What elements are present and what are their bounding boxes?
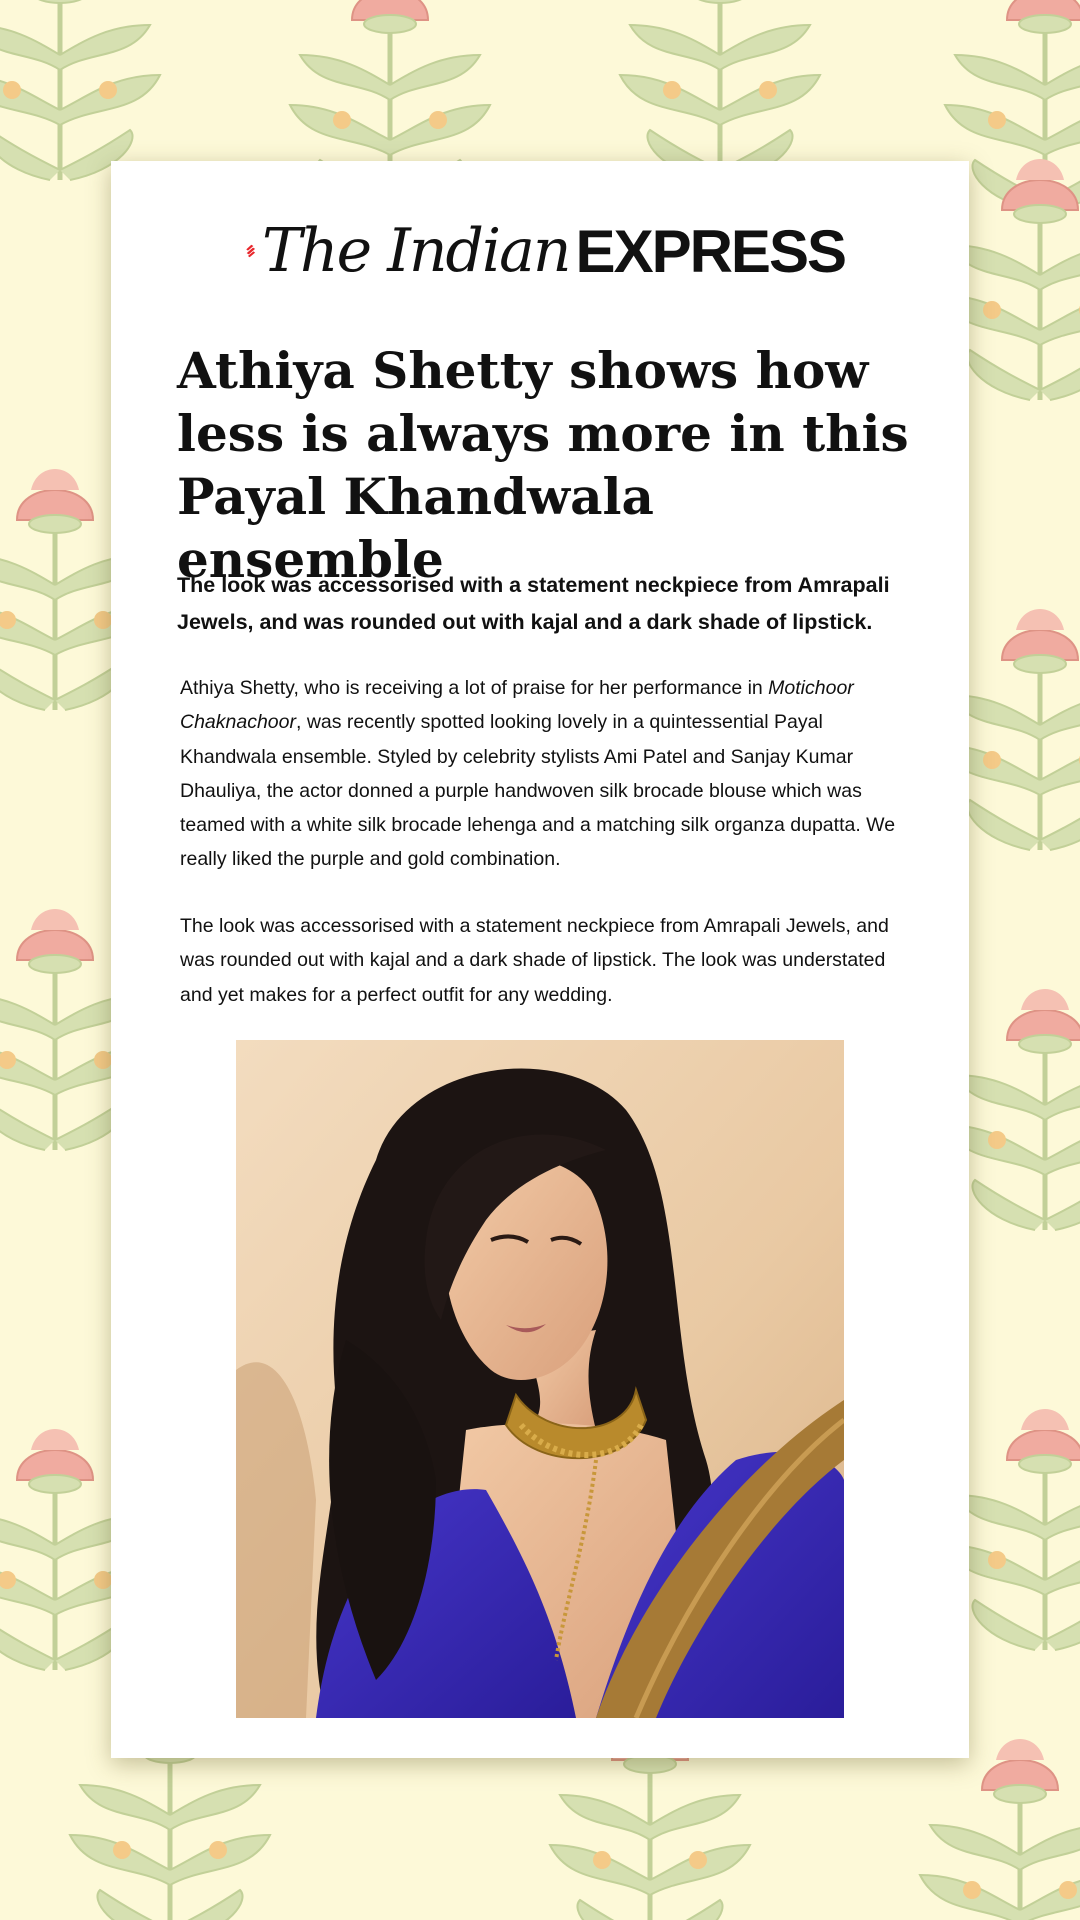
logo-text-the-indian: The Indian (261, 216, 570, 286)
paragraph-1-lead: Athiya Shetty, who is receiving a lot of praise for her performance in (180, 677, 769, 699)
paragraph-1-rest: , was recently spotted looking lovely in a quintessential Payal Khandwala ensemble. Styled by celebrity stylists Ami Patel and Sanjay Kumar Dhauliya, the actor donned a purple handwoven silk brocade blouse which was teamed with a white silk brocade lehenga and a matching silk organza dupatta. We really liked the purple and gold combination. (180, 711, 896, 871)
article-headline: Athiya Shetty shows how less is always more in this Payal Khandwala ensemble (177, 341, 909, 589)
film-title: Motichoor Chaknachoor (180, 677, 854, 734)
logo-text-express: EXPRESS (575, 217, 845, 285)
article-paragraph-1 (180, 671, 920, 877)
article-card (111, 161, 969, 1758)
article-photo (236, 1040, 844, 1718)
article-paragraph-2: The look was accessorised with a statement neckpiece from Amrapali Jewels, and was rounded out with kajal and a dark shade of lipstick. The look was understated and yet makes for a perfect outfit for any wedding. (180, 915, 889, 1006)
flame-logo-icon (245, 219, 256, 283)
article-standfirst: The look was accessorised with a statement neckpiece from Amrapali Jewels, and was rounded out with kajal and a dark shade of lipstick. (177, 573, 890, 634)
portrait-illustration (236, 1040, 844, 1718)
indian-express-logo[interactable] (245, 211, 845, 291)
